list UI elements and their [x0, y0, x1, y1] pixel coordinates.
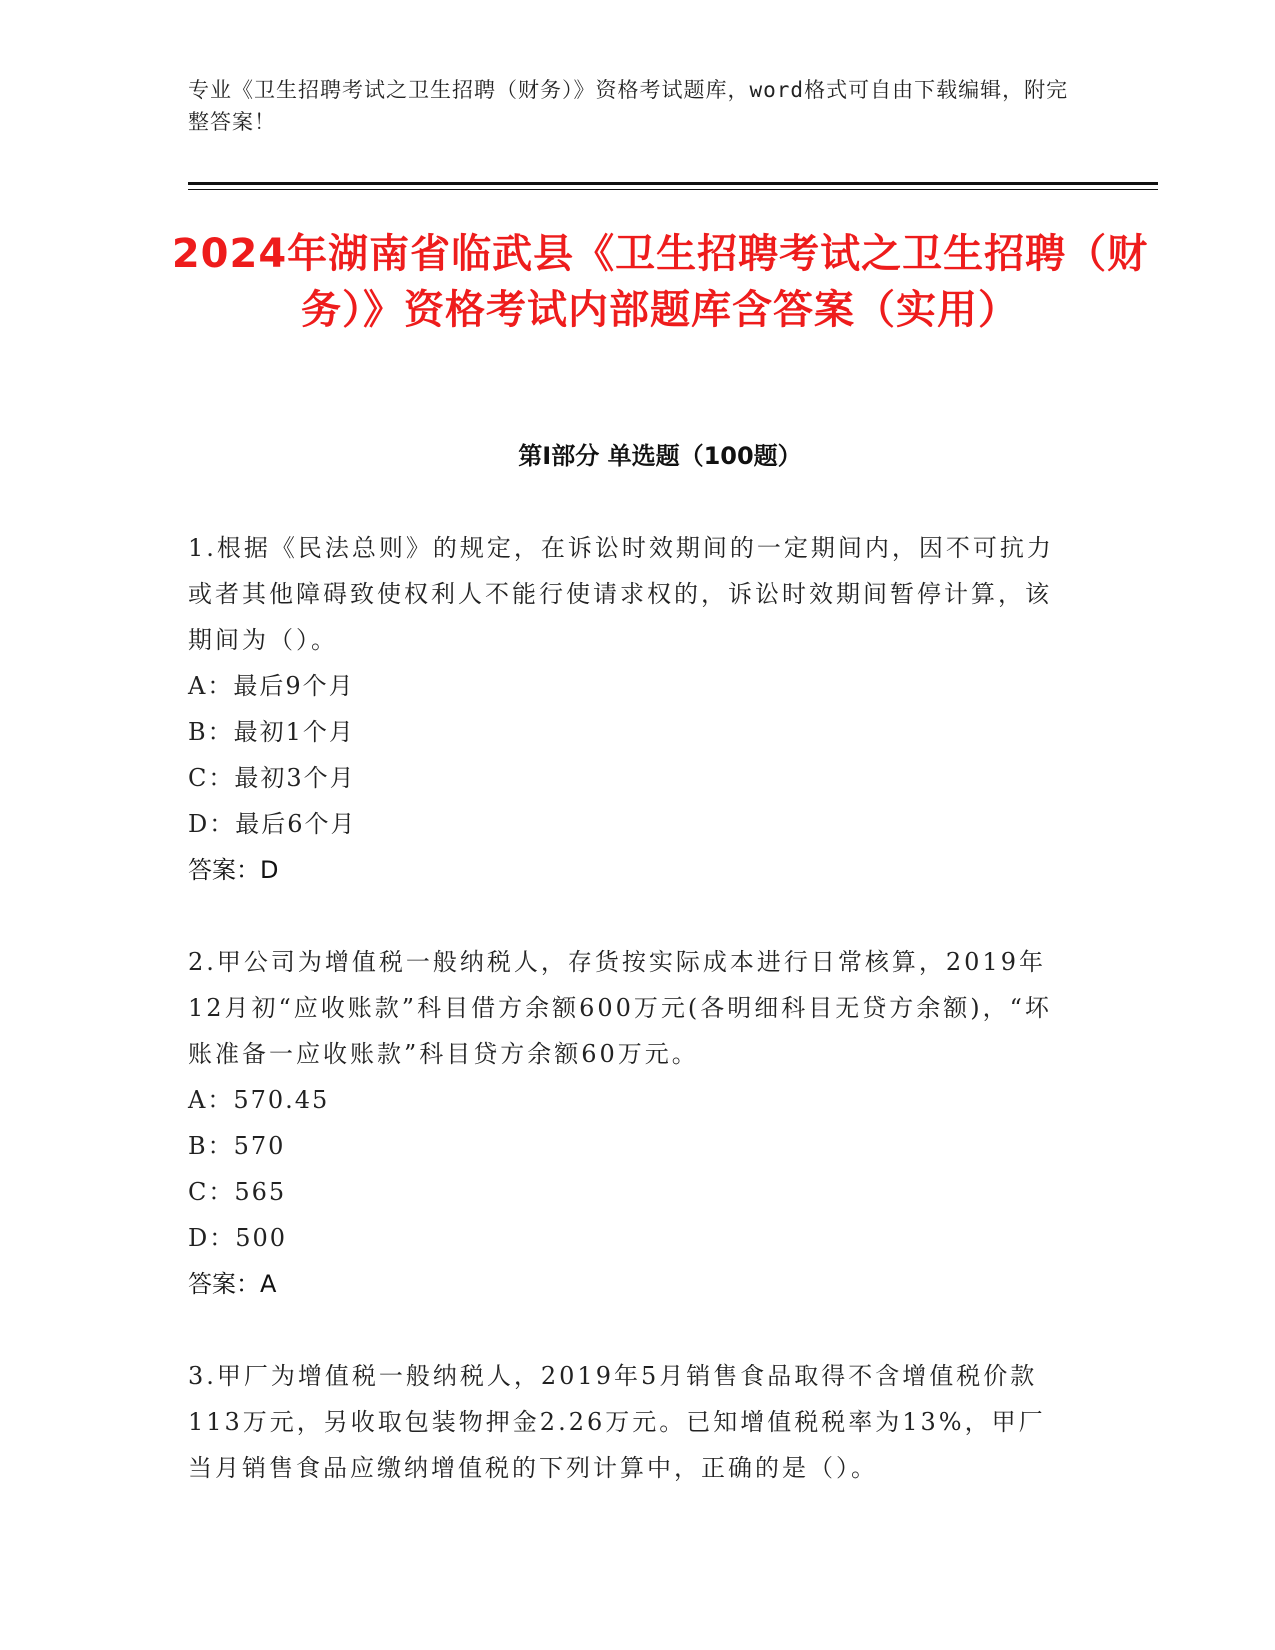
option-c: C：最初3个月: [188, 764, 356, 792]
header-note: 专业《卫生招聘考试之卫生招聘（财务）》资格考试题库，word格式可自由下载编辑，附完整答案！: [188, 78, 1069, 134]
section-title: 第I部分 单选题（100题）: [518, 442, 802, 470]
option-b: B：570: [188, 1132, 286, 1160]
question-list: [188, 525, 1068, 1537]
question-stem: 2.甲公司为增值税一般纳税人，存货按实际成本进行日常核算，2019年12月初“应收账款”科目借方余额600万元(各明细科目无贷方余额)，“坏账准备一应收账款”科目贷方余额60万元。: [188, 948, 1052, 1068]
question-3: [188, 1353, 1068, 1491]
option-a: A：570.45: [188, 1086, 330, 1114]
option-d: D：500: [188, 1224, 288, 1252]
answer: 答案：A: [188, 1270, 277, 1298]
option-a: A：最后9个月: [188, 672, 355, 700]
document-title: 2024年湖南省临武县《卫生招聘考试之卫生招聘（财务）》资格考试内部题库含答案（实用）: [171, 231, 1149, 333]
answer: 答案：D: [188, 856, 279, 884]
option-d: D：最后6个月: [188, 810, 357, 838]
question-2: [188, 939, 1068, 1307]
question-1: [188, 525, 1068, 893]
question-stem: 1.根据《民法总则》的规定，在诉讼时效期间的一定期间内，因不可抗力或者其他障碍致使权利人不能行使请求权的，诉讼时效期间暂停计算，该期间为（）。: [188, 534, 1054, 654]
option-c: C：565: [188, 1178, 287, 1206]
header-divider-thin: [188, 189, 1158, 190]
question-stem: 3.甲厂为增值税一般纳税人，2019年5月销售食品取得不含增值税价款113万元，另收取包装物押金2.26万元。已知增值税税率为13%，甲厂当月销售食品应缴纳增值税的下列计算中，正确的是（）。: [188, 1362, 1046, 1482]
header-divider-thick: [188, 182, 1158, 185]
option-b: B：最初1个月: [188, 718, 355, 746]
